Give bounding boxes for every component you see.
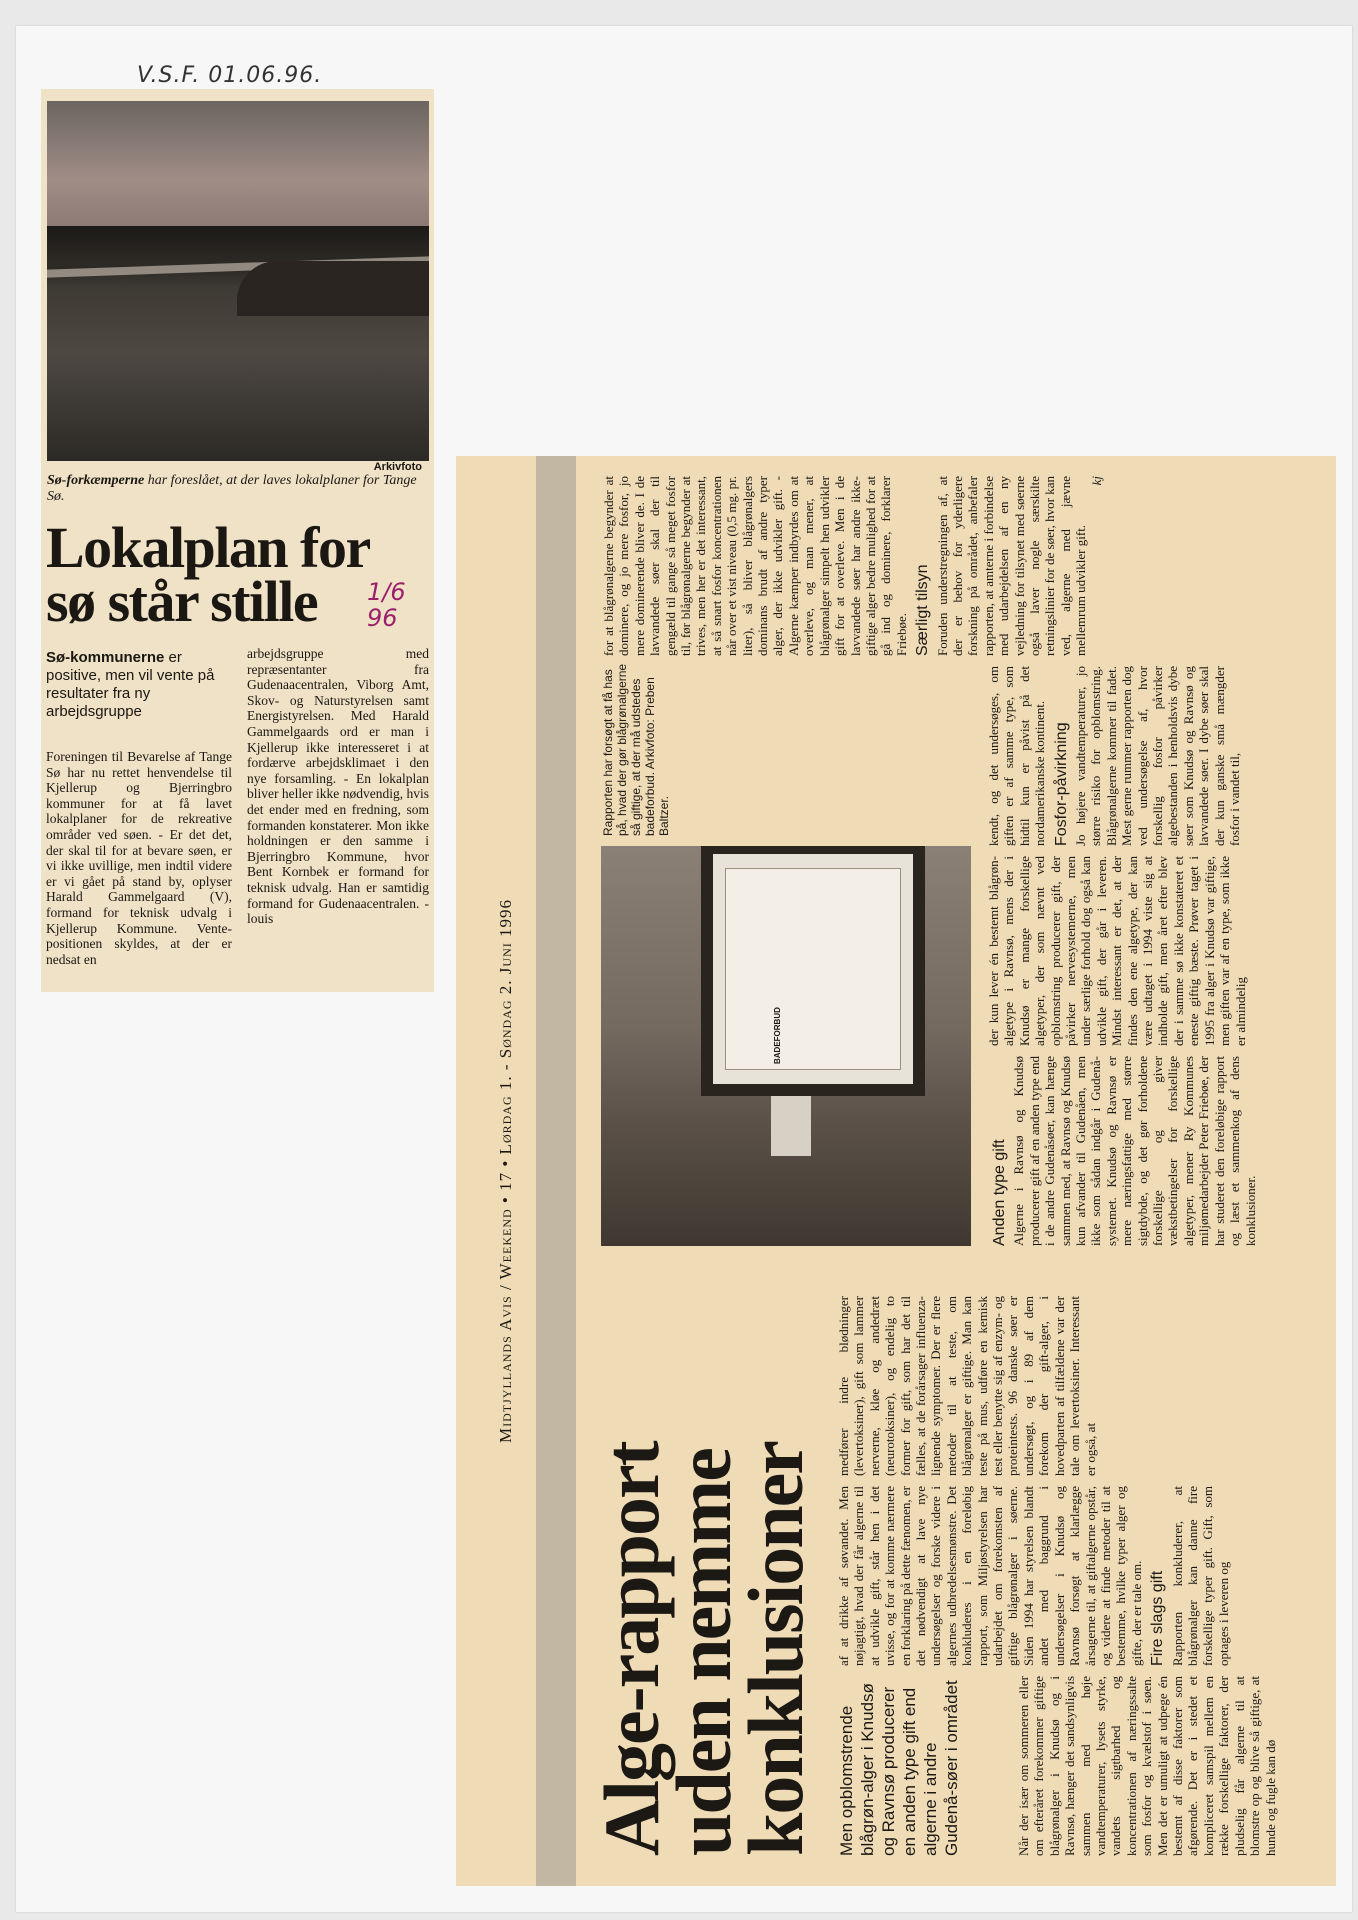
body-column-b: arbejdsgruppe med repræsentanter fra Gudenaacentralen, Viborg Amt, Skov- og Naturstyrelsen samt Energistyrelsen. Med Harald Gammelgaards ord er man i Kjellerup ikke interesseret i at fordærve arbejdsklimaet i den nye forsamling. - En lokalplan bliver heller ikke nødvendig, hvis det ender med en fredning, som formanden konstaterer. Mon ikke holdningen er den samme i Bjerringbro Kommune, hvor Bent Kornbek er formand for teknisk udvalg. Han er samtidig formand for Gudenaacentralen. -louis bbox=[247, 646, 429, 927]
body-column-a: Foreningen til Bevarelse af Tange Sø har nu rettet henvendelse til Kjellerup og Bjerringbro kommuner for at få lavet lokalplaner for de rekreative områder ved søen. - Er det det, der skal til for at bevare søen, er vi ikke uvillige, men indtil videre er vi gået på stand by, oplyser Harald Gammelgaard (V), formand for teknisk udvalg i Kjellerup Kommune. Vente-positionen skyldes, at der er nedsat en bbox=[46, 749, 232, 967]
column-2 bbox=[836, 1486, 1231, 1666]
caption-bold: Sø-forkæmperne bbox=[47, 473, 145, 488]
subhead-fire-slags-gift: Fire slags gift bbox=[1149, 1570, 1167, 1666]
column-6-text: kendt, og det undersøges, om giften er af samme type, som hidtil kun er påvist på det nordamerikanske kontinent. bbox=[986, 666, 1048, 846]
caption-text: har foreslået, at der laves lokalplaner for Tange Sø. bbox=[47, 473, 417, 504]
badeforbud-photo bbox=[601, 846, 971, 1246]
column-6b-text: Jo højere vandtemperaturer, jo større risiko for opblomstring. Blågrønalgerne kommer til fadet. Mest gerne rummer rapporten dog ved undersøgelse af, hvor forskellig fosfor påvirker algebestanden i henholdsvis dybe søer som Knudsø og Ravnsø og lavvandede søer. I dybe søer skal der kun ganske små mængder fosfor i vandet til, bbox=[1073, 666, 1243, 846]
photo-credit: Arkivfoto bbox=[373, 461, 422, 473]
subhead-saerligt-tilsyn: Særligt tilsyn bbox=[914, 564, 932, 656]
column-2-text: af at drikke af søvandet. Men nøjagtigt, hvad der får algerne til at udvikle gift, står hen i det uvisse, og for at komme nærmere en forklaring på dette fænomen, er det nødvendigt at lave nye undersøgelser og forske videre i algernes udbredelsesmønstre. Det konkluderes i en foreløbig rapport, som Miljøstyrelsen har udarbejdet om forekomsten af giftige blågrønalger i søerne. Siden 1994 har styrelsen blandt andet med baggrund i undersøgelser i Knudsø og Ravnsø forsøgt at klarlægge årsagerne til, at giftalgerne opstår, og videre at finde metoder til at bestemme, hvilke typer alger og gifte, der er tale om. bbox=[836, 1486, 1144, 1666]
handwritten-date-mark: 1/6 96 bbox=[367, 578, 406, 632]
subhead-fosfor-pavirkning: Fosfor-påvirkning bbox=[1052, 722, 1070, 846]
deck: Men opblomstrende blågrøn-alger i Knudsø og Ravnsø producerer en anden type gift end algerne i andre Gudenå-søer i området bbox=[837, 1680, 961, 1856]
handwritten-date-note: V.S.F. 01.06.96. bbox=[137, 63, 323, 88]
clipping-alge-rapport bbox=[456, 456, 1336, 1886]
column-7 bbox=[601, 476, 1104, 656]
subhead-anden-type-gift: Anden type gift bbox=[991, 1139, 1008, 1246]
column-5: der kun lever én bestemt blågrøn-algetype i Ravnsø, mens der i Knudsø er mange forskellige algetyper, der som nævnt ved opblomstring producerer gift, der påvirker nervesystemerne, men under særlige forhold dog også kan udvikle gift, der går i leveren. Mindst interessant er det, at der findes den ene algetype, der kan være udtaget i 1994 viste sig at indholde gift, men året efter blev der i samme sø ikke konstateret et eneste giftig bæste. Prøver taget i 1995 fra alger i Knudsø var giftige, men giften var af en type, som ikke er almindelig bbox=[986, 856, 1248, 1046]
page-folio: Midtjyllands Avis / Weekend • 17 • Lørdag 1. - Søndag 2. Juni 1996 bbox=[496, 899, 515, 1443]
reeds-shape bbox=[237, 261, 429, 316]
column-2b-text: Rapporten konkluderer, at blågrønalger kan danne fire forskellige typer gift. Gift, som optages i leveren og bbox=[1169, 1486, 1231, 1666]
warning-sign bbox=[701, 846, 925, 1096]
header-band bbox=[536, 456, 576, 1886]
lake-photo bbox=[47, 101, 429, 461]
photo-caption bbox=[47, 473, 427, 505]
column-7-text: for at blågrønalgerne begynder at dominere, og jo mere fosfor, jo mere dominerende bliver de. I de lavvandede søer skal der til gengæld til gange så meget fosfor til, før blågrønalgerne begynder at trives, men her er det interessant, at så snart fosfor koncentrationen når over et vist niveau (0,5 mg. pr. liter), så bliver blågrønalgers dominans brudt af andre typer alger, der ikke udvikler gift. - Algerne kæmper indbyrdes om at overleve, og man mener, at blågrønalger simpelt hen udvikler gift for at overleve. Men i de lavvandede søer har andre ikke-giftige alger bedre mulighed for at gå ind og dominere, forklarer Friebøe. bbox=[601, 476, 909, 656]
column-3: medfører indre blødninger (levertoksiner), gift som lammer nerverne, kløe og andedræt (neurotoksiner), og endelig to former for gift, som har det til fælles, at de forårsager influenza-lignende symptomer. Der er flere metoder til at teste, om blågrønalger er giftige. Man kan teste på mus, udføre en kemisk test eller benytte sig af enzym- og proteintests. 96 danske søer er undersøgt, og i 89 af dem forekom der gift-alger, i hovedparten af tilfældene var der tale om levertoksiner. Interessant er også, at bbox=[836, 1296, 1098, 1476]
column-4 bbox=[986, 1056, 1258, 1246]
photo-caption: Rapporten har forsøgt at få has på, hvad der gør blågrønalgerne så giftige, at der må udstedes badeforbud. Arkivfoto: Preben Baltzer. bbox=[601, 663, 671, 836]
column-6 bbox=[986, 666, 1243, 846]
clipping-lokalplan bbox=[41, 89, 434, 992]
deck-bold: Sø-kommunerne bbox=[46, 649, 165, 666]
author-signature: kj bbox=[1088, 476, 1104, 486]
rotated-page bbox=[456, 456, 1336, 1886]
column-7b-text: Foruden understregningen af, at der er behov for yderligere forskning på området, anbefaler rapporten, at amterne i forbindelse med udarbejdelsen af en ny vejledning for tilsynet med søerne også laver nogle særskilte retningslinier for de søer, hvor kan ved, algerne med jævne mellemrum udvikler gift. bbox=[934, 476, 1089, 656]
sign-text: BADEFORBUD bbox=[773, 1007, 782, 1064]
sign-panel bbox=[725, 868, 901, 1070]
column-4-text: Algerne i Ravnsø og Knudsø producerer gift af en anden type end i de andre Gudenåsøer, kan hænge sammen med, at Ravnsø og Knudsø kun afvander til Gudenåen, men ikke som sådan indgår i Gudenå-systemet. Knudsø og Ravnsø er mere næringsfattige med større sigtdybde, og det gør forholdene forskellige og giver vækstbetingelser for forskellige algetyper, mener Ry Kommunes miljømedarbejder Peter Friebøe, der har studeret den foreløbige rapport og læst et sammenkog af dens konklusioner. bbox=[1011, 1056, 1258, 1246]
headline: Lokalplan for sø står stille bbox=[46, 515, 369, 634]
headline: Alge-rapport uden nemme konklusioner bbox=[588, 1442, 819, 1856]
deck-text: er positive, men vil vente på resultater fra ny arbejdsgruppe bbox=[46, 649, 215, 720]
column-1: Når der især om sommeren eller om efteråret forekommer giftige blågrønalger i Knudsø og i Ravnsø, hænger det sandsynligvis sammen med høje vandtemperaturer, lysets styrke, vandets sigtbarhed og koncentrationen af næringssalte som fosfor og kvælstof i søen. Men det er umuligt at udpege én bestemt af disse faktorer som afgørende. Det er i stedet et kompliceret samspil mellem en række forskellige faktorer, der pludselig får algerne til at blomstre op og blive så giftige, at hunde og fugle kan dø bbox=[1016, 1676, 1278, 1856]
deck bbox=[46, 649, 236, 721]
